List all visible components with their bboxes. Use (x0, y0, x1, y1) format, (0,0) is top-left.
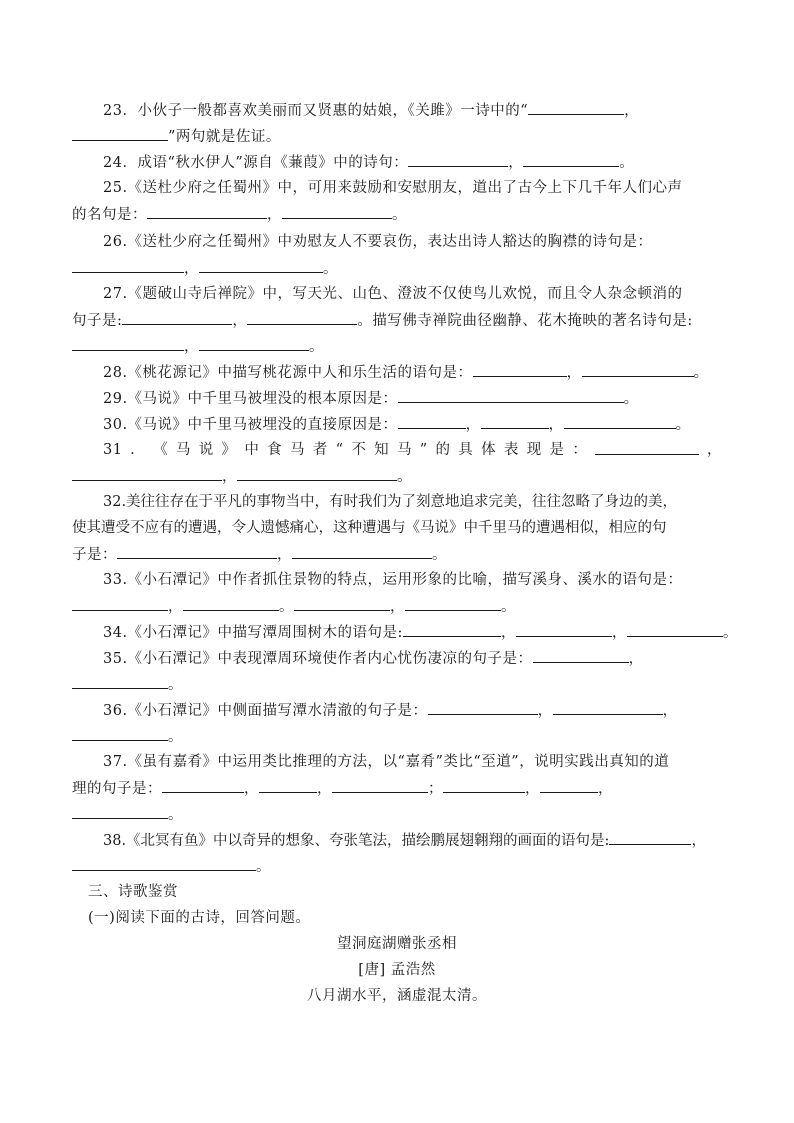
question-35: 35.《小石潭记》中表现潭周环境使作者内心忧伤凄凉的句子是： ， (103, 648, 722, 669)
answer-blank[interactable] (627, 622, 723, 637)
question-26: 26.《送杜少府之任蜀州》中劝慰友人不要哀伤，表达出诗人豁达的胸襟的诗句是： (103, 234, 653, 250)
answer-blank[interactable] (516, 622, 612, 637)
answer-blank[interactable] (294, 596, 390, 611)
answer-blank[interactable] (72, 258, 184, 273)
question-24: 24．成语“秋水伊人”源自《蒹葭》中的诗句： ， 。 (103, 152, 722, 173)
answer-blank[interactable] (481, 414, 549, 429)
answer-blank[interactable] (609, 830, 691, 845)
answer-blank[interactable] (72, 674, 168, 689)
answer-blank[interactable] (398, 414, 466, 429)
answer-blank[interactable] (72, 726, 168, 741)
question-36: 36.《小石潭记》中侧面描写潭水清澈的句子是： ， ， (103, 700, 722, 721)
question-25: 25.《送杜少府之任蜀州》中，可用来鼓励和安慰朋友，道出了古今上下几千年人们心声 (103, 180, 683, 196)
answer-blank[interactable] (332, 778, 428, 793)
answer-blank[interactable] (533, 648, 629, 663)
answer-blank[interactable] (72, 856, 256, 871)
question-31-cont: ， 。 (72, 466, 722, 487)
answer-blank[interactable] (122, 310, 232, 325)
question-26-cont: ， 。 (72, 258, 722, 279)
question-31: 31 ． 《 马 说 》 中 食 马 者 “ 不 知 马 ” 的 具 体 表 现 是 ： ， (103, 442, 722, 458)
question-27-cont2: ， 。 (72, 336, 722, 357)
question-28: 28.《桃花源记》中描写桃花源中人和乐生活的语句是： ， 。 (103, 362, 722, 383)
answer-blank[interactable] (540, 778, 598, 793)
answer-blank[interactable] (199, 336, 309, 351)
answer-blank[interactable] (72, 466, 222, 481)
answer-blank[interactable] (117, 544, 277, 559)
answer-blank[interactable] (582, 362, 694, 377)
question-30: 30.《马说》中千里马被埋没的直接原因是： ， ， 。 (103, 414, 722, 435)
question-23-cont: ”两句就是佐证。 (72, 126, 722, 147)
answer-blank[interactable] (443, 778, 525, 793)
answer-blank[interactable] (595, 440, 699, 455)
answer-blank[interactable] (183, 596, 279, 611)
poem-title: 望洞庭湖赠张丞相 (337, 936, 457, 952)
question-38-cont: 。 (72, 856, 722, 877)
question-37-cont: 理的句子是： ， ， ； ， ， (72, 778, 722, 799)
answer-blank[interactable] (147, 204, 267, 219)
answer-blank[interactable] (259, 778, 317, 793)
answer-blank[interactable] (564, 414, 676, 429)
answer-blank[interactable] (72, 804, 168, 819)
question-27: 27.《题破山寺后禅院》中，写天光、山色、澄波不仅使鸟儿欢悦，而且令人杂念顿消的 (103, 286, 683, 302)
question-33-cont: ， 。 ， 。 (72, 596, 722, 617)
question-33: 33.《小石潭记》中作者抓住景物的特点，运用形象的比喻，描写溪身、溪水的语句是： (103, 572, 683, 588)
section-subheading: (一)阅读下面的古诗，回答问题。 (88, 910, 311, 926)
question-37-cont2: 。 (72, 804, 722, 825)
answer-blank[interactable] (72, 126, 168, 141)
answer-blank[interactable] (247, 310, 357, 325)
answer-blank[interactable] (523, 152, 619, 167)
answer-blank[interactable] (282, 204, 392, 219)
question-37: 37.《虽有嘉肴》中运用类比推理的方法，以“嘉肴”类比“至道”，说明实践出真知的道 (103, 754, 670, 770)
section-heading: 三、诗歌鉴赏 (88, 884, 178, 900)
question-23: 23．小伙子一般都喜欢美丽而又贤惠的姑娘，《关雎》一诗中的“ ， (103, 100, 722, 121)
answer-blank[interactable] (398, 388, 624, 403)
question-35-cont: 。 (72, 674, 722, 695)
answer-blank[interactable] (553, 700, 663, 715)
poem-author: [唐] 孟浩然 (358, 962, 436, 978)
answer-blank[interactable] (162, 778, 244, 793)
question-32-cont2: 子是： ， 。 (72, 544, 722, 565)
question-34: 34.《小石潭记》中描写潭周围树木的语句是: ， ， 。 (103, 622, 722, 643)
question-29: 29.《马说》中千里马被埋没的根本原因是： 。 (103, 388, 722, 409)
answer-blank[interactable] (403, 622, 501, 637)
question-25-cont: 的名句是： ， 。 (72, 204, 722, 225)
question-36-cont: 。 (72, 726, 722, 747)
poem-line: 八月湖水平，涵虚混太清。 (307, 988, 487, 1004)
answer-blank[interactable] (199, 258, 323, 273)
answer-blank[interactable] (237, 466, 397, 481)
question-32-cont: 使其遭受不应有的遭遇，令人遗憾痛心，这种遭遇与《马说》中千里马的遭遇相似，相应的句 (72, 520, 667, 536)
answer-blank[interactable] (405, 596, 501, 611)
answer-blank[interactable] (408, 152, 508, 167)
answer-blank[interactable] (72, 336, 184, 351)
answer-blank[interactable] (428, 700, 538, 715)
question-38: 38.《北冥有鱼》中以奇异的想象、夸张笔法，描绘鹏展翅翱翔的画面的语句是: ， (103, 830, 722, 851)
answer-blank[interactable] (292, 544, 432, 559)
answer-blank[interactable] (528, 100, 624, 115)
question-27-cont: 句子是: ， 。描写佛寺禅院曲径幽静、花木掩映的著名诗句是: (72, 310, 722, 331)
answer-blank[interactable] (473, 362, 567, 377)
answer-blank[interactable] (72, 596, 168, 611)
question-32: 32.美往往存在于平凡的事物当中，有时我们为了刻意地追求完美，往往忽略了身边的美， (103, 494, 678, 510)
